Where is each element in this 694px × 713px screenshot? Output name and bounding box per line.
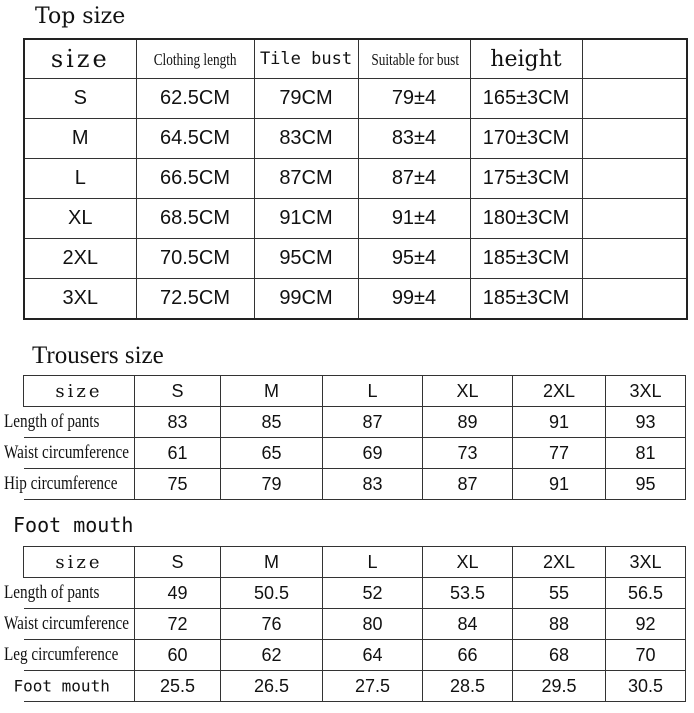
row-label: Length of pants bbox=[3, 582, 99, 603]
height-cell: 185±3CM bbox=[470, 279, 582, 320]
value-cell: 76 bbox=[221, 609, 323, 640]
row-label-cell bbox=[3, 578, 135, 609]
header-m: M bbox=[221, 376, 323, 407]
value-cell: 87 bbox=[323, 407, 423, 438]
value-cell: 62 bbox=[221, 640, 323, 671]
tile-bust-cell: 87CM bbox=[254, 159, 358, 199]
value-cell: 56.5 bbox=[606, 578, 686, 609]
value-cell: 30.5 bbox=[606, 671, 686, 702]
size-cell: M bbox=[24, 119, 136, 159]
top-size-title: Top size bbox=[35, 4, 126, 29]
tile-bust-cell: 83CM bbox=[254, 119, 358, 159]
tile-bust-cell: 91CM bbox=[254, 199, 358, 239]
row-label: Waist circumference bbox=[3, 613, 129, 634]
blank-cell bbox=[582, 239, 687, 279]
clothing-length-cell: 68.5CM bbox=[136, 199, 254, 239]
foot-mouth-title: Foot mouth bbox=[13, 513, 134, 537]
header-m: M bbox=[221, 547, 323, 578]
size-cell: S bbox=[24, 79, 136, 119]
value-cell: 26.5 bbox=[221, 671, 323, 702]
suitable-bust-cell: 79±4 bbox=[358, 79, 470, 119]
value-cell: 64 bbox=[323, 640, 423, 671]
value-cell: 92 bbox=[606, 609, 686, 640]
tile-bust-cell: 99CM bbox=[254, 279, 358, 320]
suitable-bust-cell: 91±4 bbox=[358, 199, 470, 239]
value-cell: 55 bbox=[513, 578, 606, 609]
value-cell: 80 bbox=[323, 609, 423, 640]
blank-cell bbox=[582, 119, 687, 159]
row-label: Foot mouth bbox=[13, 676, 110, 696]
table-row bbox=[24, 119, 687, 159]
header-blank bbox=[582, 39, 687, 79]
value-cell: 50.5 bbox=[221, 578, 323, 609]
header-3xl: 3XL bbox=[606, 376, 686, 407]
value-cell: 65 bbox=[221, 438, 323, 469]
row-label-cell bbox=[3, 407, 135, 438]
header-l: L bbox=[323, 376, 423, 407]
height-cell: 165±3CM bbox=[470, 79, 582, 119]
clothing-length-cell: 70.5CM bbox=[136, 239, 254, 279]
suitable-bust-cell: 99±4 bbox=[358, 279, 470, 320]
value-cell: 88 bbox=[513, 609, 606, 640]
header-suitable-for-bust: Suitable for bust bbox=[358, 39, 470, 79]
table-row bbox=[24, 239, 687, 279]
value-cell: 93 bbox=[606, 407, 686, 438]
suitable-bust-cell: 95±4 bbox=[358, 239, 470, 279]
table-row bbox=[24, 609, 686, 640]
trousers-header-row bbox=[24, 376, 686, 407]
table-row bbox=[24, 578, 686, 609]
value-cell: 60 bbox=[135, 640, 221, 671]
value-cell: 87 bbox=[423, 469, 513, 500]
header-3xl: 3XL bbox=[606, 547, 686, 578]
blank-cell bbox=[582, 159, 687, 199]
value-cell: 89 bbox=[423, 407, 513, 438]
suitable-bust-cell: 87±4 bbox=[358, 159, 470, 199]
size-cell: L bbox=[24, 159, 136, 199]
header-size: size bbox=[24, 547, 135, 578]
header-tile-bust: Tile bust bbox=[254, 39, 358, 79]
height-cell: 180±3CM bbox=[470, 199, 582, 239]
row-label-cell bbox=[13, 671, 135, 702]
header-height: height bbox=[470, 39, 582, 79]
foot-mouth-table bbox=[3, 546, 686, 702]
trousers-size-table bbox=[3, 375, 686, 500]
header-xl: XL bbox=[423, 547, 513, 578]
size-cell: XL bbox=[24, 199, 136, 239]
value-cell: 52 bbox=[323, 578, 423, 609]
height-cell: 175±3CM bbox=[470, 159, 582, 199]
foot-header-row bbox=[24, 547, 686, 578]
height-cell: 170±3CM bbox=[470, 119, 582, 159]
value-cell: 75 bbox=[135, 469, 221, 500]
clothing-length-cell: 62.5CM bbox=[136, 79, 254, 119]
value-cell: 27.5 bbox=[323, 671, 423, 702]
blank-cell bbox=[582, 79, 687, 119]
table-row bbox=[24, 640, 686, 671]
value-cell: 85 bbox=[221, 407, 323, 438]
row-label: Hip circumference bbox=[3, 473, 118, 494]
clothing-length-cell: 64.5CM bbox=[136, 119, 254, 159]
blank-cell bbox=[582, 199, 687, 239]
table-row bbox=[24, 469, 686, 500]
table-row bbox=[24, 79, 687, 119]
value-cell: 68 bbox=[513, 640, 606, 671]
row-label-cell bbox=[3, 438, 135, 469]
value-cell: 29.5 bbox=[513, 671, 606, 702]
value-cell: 77 bbox=[513, 438, 606, 469]
table-row bbox=[24, 407, 686, 438]
header-l: L bbox=[323, 547, 423, 578]
header-2xl: 2XL bbox=[513, 376, 606, 407]
value-cell: 69 bbox=[323, 438, 423, 469]
value-cell: 91 bbox=[513, 407, 606, 438]
table-row bbox=[24, 199, 687, 239]
trousers-size-title: Trousers size bbox=[32, 342, 164, 369]
row-label: Length of pants bbox=[3, 411, 99, 432]
header-2xl: 2XL bbox=[513, 547, 606, 578]
row-label-cell bbox=[3, 640, 135, 671]
table-row bbox=[24, 279, 687, 320]
row-label-cell bbox=[3, 609, 135, 640]
value-cell: 70 bbox=[606, 640, 686, 671]
value-cell: 81 bbox=[606, 438, 686, 469]
header-clothing-length: Clothing length bbox=[136, 39, 254, 79]
value-cell: 53.5 bbox=[423, 578, 513, 609]
size-cell: 2XL bbox=[24, 239, 136, 279]
row-label-cell bbox=[3, 469, 135, 500]
value-cell: 66 bbox=[423, 640, 513, 671]
header-size: size bbox=[24, 39, 136, 79]
tile-bust-cell: 95CM bbox=[254, 239, 358, 279]
value-cell: 28.5 bbox=[423, 671, 513, 702]
value-cell: 79 bbox=[221, 469, 323, 500]
size-cell: 3XL bbox=[24, 279, 136, 320]
table-row bbox=[24, 671, 686, 702]
value-cell: 83 bbox=[135, 407, 221, 438]
value-cell: 72 bbox=[135, 609, 221, 640]
suitable-bust-cell: 83±4 bbox=[358, 119, 470, 159]
clothing-length-cell: 72.5CM bbox=[136, 279, 254, 320]
blank-cell bbox=[582, 279, 687, 320]
value-cell: 91 bbox=[513, 469, 606, 500]
top-header-row bbox=[24, 39, 687, 79]
row-label: Leg circumference bbox=[3, 644, 118, 665]
top-size-table bbox=[23, 38, 688, 320]
table-row bbox=[24, 438, 686, 469]
value-cell: 61 bbox=[135, 438, 221, 469]
header-s: S bbox=[135, 376, 221, 407]
header-size: size bbox=[24, 376, 135, 407]
value-cell: 84 bbox=[423, 609, 513, 640]
row-label: Waist circumference bbox=[3, 442, 129, 463]
value-cell: 73 bbox=[423, 438, 513, 469]
header-xl: XL bbox=[423, 376, 513, 407]
header-s: S bbox=[135, 547, 221, 578]
value-cell: 95 bbox=[606, 469, 686, 500]
table-row bbox=[24, 159, 687, 199]
value-cell: 49 bbox=[135, 578, 221, 609]
height-cell: 185±3CM bbox=[470, 239, 582, 279]
clothing-length-cell: 66.5CM bbox=[136, 159, 254, 199]
value-cell: 83 bbox=[323, 469, 423, 500]
value-cell: 25.5 bbox=[135, 671, 221, 702]
tile-bust-cell: 79CM bbox=[254, 79, 358, 119]
